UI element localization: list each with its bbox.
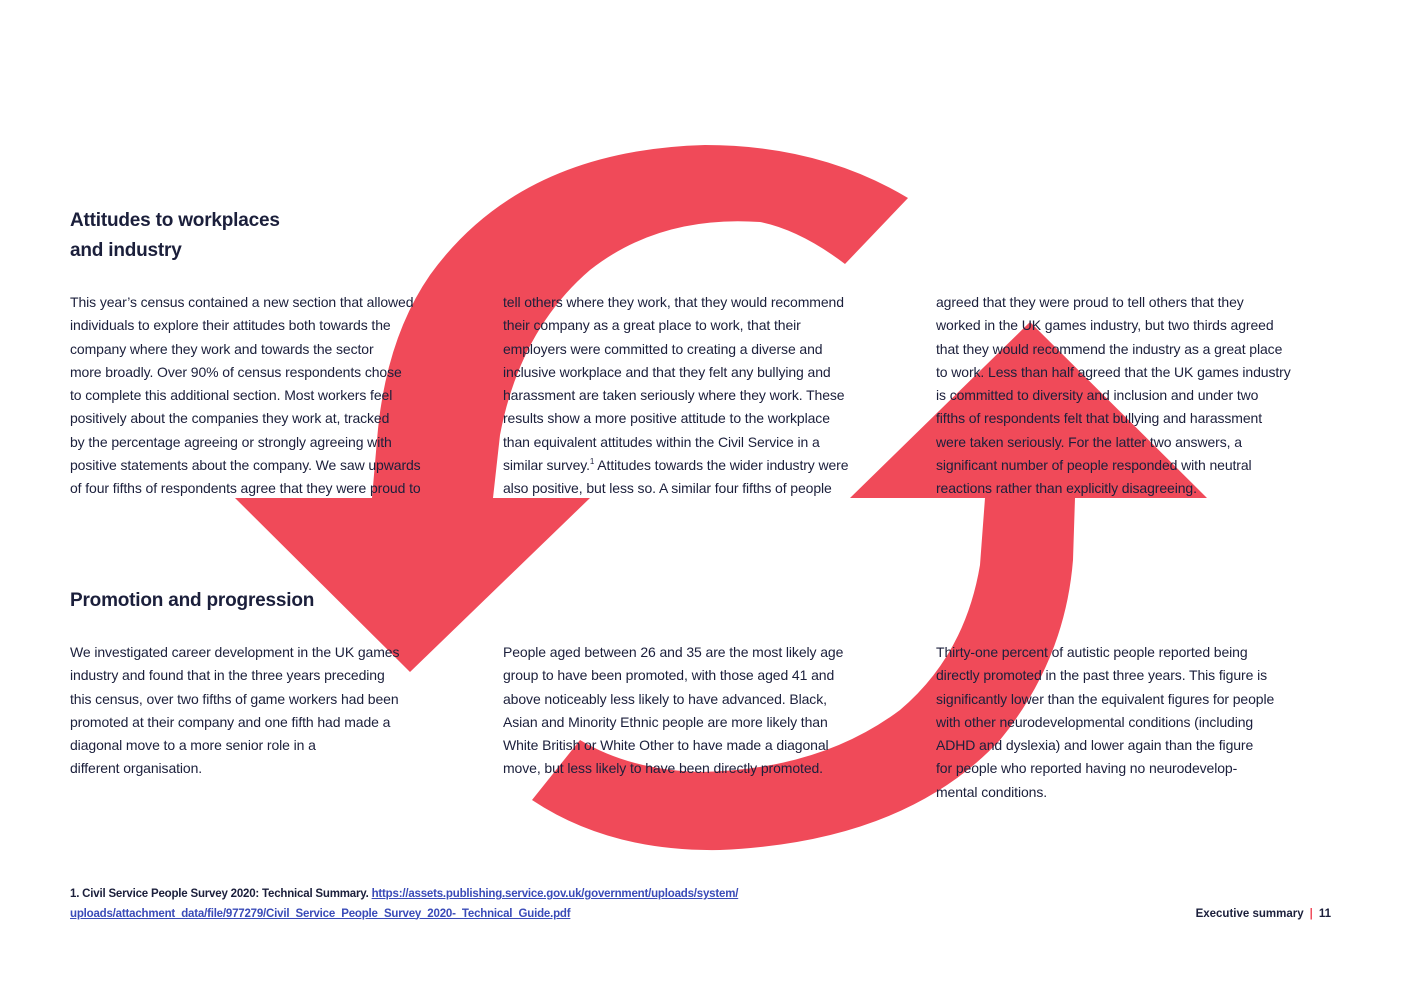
footer-section-title: Executive summary [1195,908,1304,920]
text-line: We investigated career development in the UK games [70,644,400,660]
text-line: than equivalent attitudes within the Civil Service in a [503,433,820,450]
text-line: to complete this additional section. Most workers feel [70,387,393,404]
heading-line: Attitudes to workplaces [70,210,280,231]
attitudes-column-2 [503,291,848,501]
text-line: results show a more positive attitude to the workplace [503,410,830,427]
text-line: also positive, but less so. A similar four fifths of people [503,480,832,497]
section-heading-attitudes [70,206,280,266]
text-line: ADHD and dyslexia) and lower again than the figure [936,737,1254,754]
text-line: group to have been promoted, with those aged 41 and [503,667,835,684]
text-line: Asian and Minority Ethnic people are more likely than [503,713,828,730]
text-line: industry and found that in the three years preceding [70,667,385,684]
text-line: above noticeably less likely to have advanced. Black, [503,690,827,707]
text-line: worked in the UK games industry, but two thirds agreed [936,317,1274,334]
promotion-column-2 [503,641,843,781]
promotion-column-1 [70,641,399,781]
text-line: company where they work and towards the sector [70,340,374,357]
text-line: their company as a great place to work, that their [503,317,801,334]
text-line: that they would recommend the industry as a great place [936,340,1283,357]
text-line: significantly lower than the equivalent figures for people [936,690,1275,707]
footnote-link[interactable]: https://assets.publishing.service.gov.uk/government/uploads/system/ [371,888,739,900]
text-line: agreed that they were proud to tell others that they [936,294,1244,310]
text-line: with other neurodevelopmental conditions (including [936,713,1254,730]
text-line: tell others where they work, that they would recommend [503,294,844,310]
text-line: to work. Less than half agreed that the UK games industry [936,363,1291,380]
text-line: were taken seriously. For the latter two answers, a [936,433,1242,450]
page-number: 11 [1318,908,1331,920]
text-line: positive statements about the company. We saw upwards [70,457,421,474]
text-line-with-reference [503,454,848,477]
text-line: for people who reported having no neurodevelop- [936,760,1238,777]
text-line: reactions rather than explicitly disagreeing. [936,480,1197,497]
text-line: inclusive workplace and that they felt any bullying and [503,363,831,380]
footnote-label: 1. Civil Service People Survey 2020: Technical Summary. [70,888,369,900]
text-fragment: similar survey. [503,457,590,474]
text-line: This year’s census contained a new section that allowed [70,294,414,310]
footnote-line [70,905,738,925]
footnote-line [70,885,738,905]
text-line: is committed to diversity and inclusion and under two [936,387,1259,404]
text-line: employers were committed to creating a diverse and [503,340,823,357]
text-line: more broadly. Over 90% of census respondents chose [70,363,402,380]
text-line: People aged between 26 and 35 are the most likely age [503,644,844,660]
text-line: promoted at their company and one fifth had made a [70,713,391,730]
section-heading-promotion: Promotion and progression [70,590,315,611]
attitudes-column-1 [70,291,421,501]
text-line: move, but less likely to have been directly promoted. [503,760,823,777]
footnote-link-continued[interactable]: uploads/attachment_data/file/977279/Civil_Service_People_Survey_2020-_Technical_Guide.pdf [70,907,571,920]
text-line: this census, over two fifths of game workers had been [70,690,399,707]
text-line: significant number of people responded with neutral [936,457,1252,474]
footnote [70,885,738,924]
text-line: of four fifths of respondents agree that they were proud to [70,480,421,497]
text-line: positively about the companies they work at, tracked [70,410,390,427]
footer-separator: | [1309,908,1313,920]
text-line: White British or White Other to have made a diagonal [503,737,829,754]
text-line: mental conditions. [936,783,1048,800]
text-line: directly promoted in the past three years. This figure is [936,667,1267,684]
heading-line: and industry [70,240,182,261]
text-fragment: Attitudes towards the wider industry were [594,457,849,474]
attitudes-column-3 [936,291,1291,501]
page-footer [1196,908,1331,920]
text-line: by the percentage agreeing or strongly agreeing with [70,433,392,450]
text-line: diagonal move to a more senior role in a [70,737,316,754]
text-line: different organisation. [70,760,203,777]
text-line: harassment are taken seriously where they work. These [503,387,845,404]
promotion-column-3 [936,641,1274,804]
text-line: fifths of respondents felt that bullying and harassment [936,410,1263,427]
text-line: Thirty-one percent of autistic people reported being [936,644,1248,660]
text-line: individuals to explore their attitudes both towards the [70,317,391,334]
footnote-reference[interactable]: 1 [589,457,595,467]
